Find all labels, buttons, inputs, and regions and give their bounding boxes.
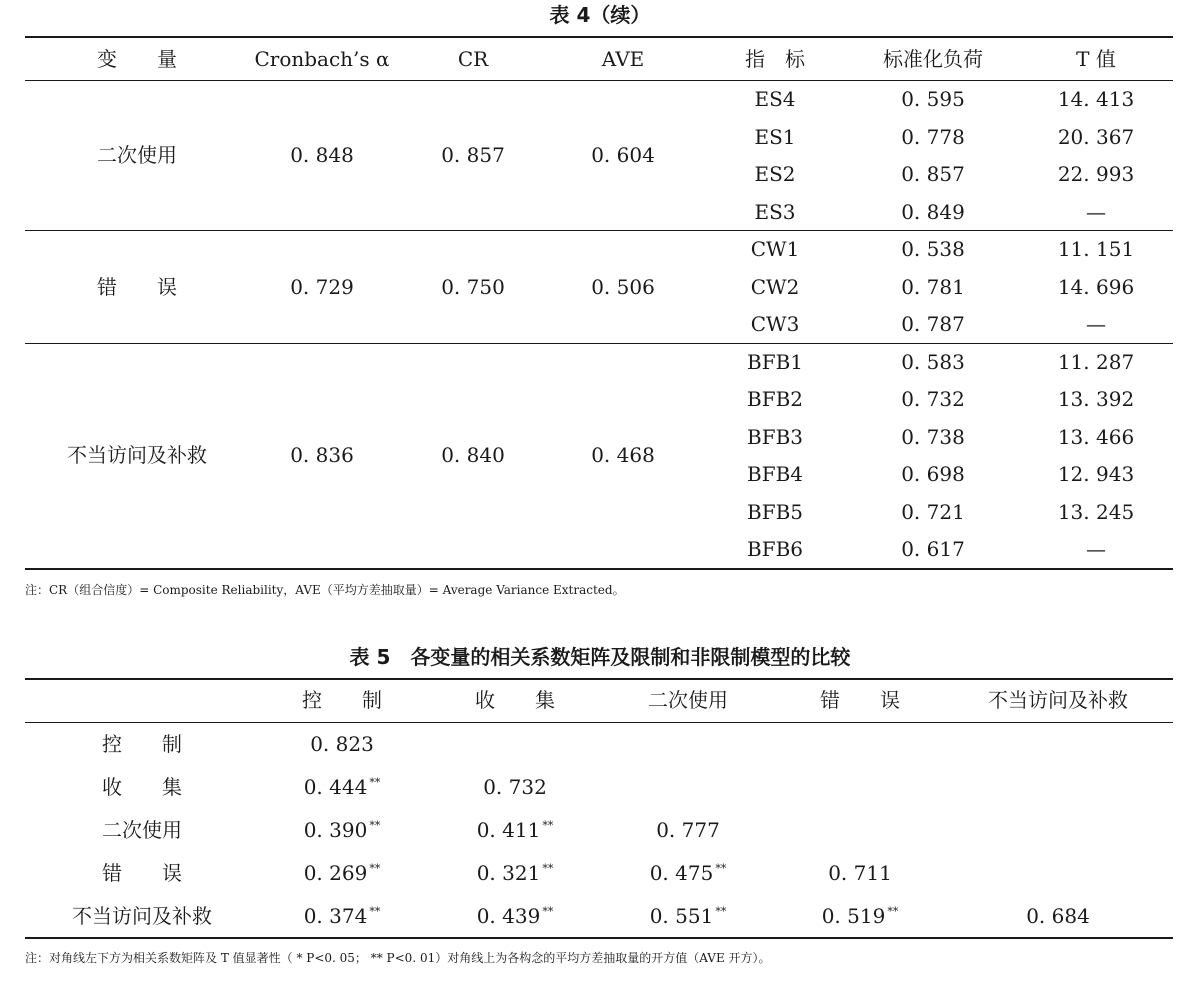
row-label: 控 制: [102, 732, 182, 756]
correlation-value: 0. 475 **: [649, 861, 727, 885]
correlation-value: 0. 777: [656, 818, 720, 842]
row-label: 不当访问及补救: [72, 904, 212, 928]
row-label: 错 误: [102, 861, 182, 885]
t-value: —: [1086, 537, 1106, 561]
row-label: 二次使用: [102, 818, 182, 842]
table5-header-rule: [25, 722, 1173, 723]
significance-marker: **: [369, 862, 381, 876]
significance-marker: **: [369, 905, 381, 919]
indicator-name: ES1: [754, 124, 796, 149]
t-value: 20. 367: [1057, 124, 1135, 149]
variable-name: 二次使用: [97, 143, 177, 168]
table4-note: 注：CR（组合信度）= Composite Reliability，AVE（平均方差抽取量）= Average Variance Extracted。: [25, 583, 625, 597]
indicator-name: CW3: [750, 312, 800, 336]
table5-note: 注：对角线左下方为相关系数矩阵及 T 值显著性（ * P<0. 05； ** P<0. 01）对角线上为各构念的平均方差抽取量的开方值（AVE 开方）。: [25, 951, 771, 965]
table5-title: 表 5 各变量的相关系数矩阵及限制和非限制模型的比较: [349, 645, 851, 669]
correlation-value: 0. 269 **: [303, 861, 381, 885]
table4-group-rule-2: [25, 343, 1173, 344]
significance-marker: **: [542, 905, 554, 919]
variable-name: 错 误: [97, 274, 177, 299]
std-loading-value: 0. 698: [901, 462, 965, 486]
correlation-value: 0. 444 **: [303, 775, 381, 799]
indicator-name: BFB2: [747, 387, 803, 411]
correlation-value: 0. 823: [310, 732, 374, 756]
header-cronbach-alpha: Cronbach’s α: [254, 47, 390, 71]
correlation-value: 0. 321 **: [476, 861, 554, 885]
indicator-name: CW2: [750, 274, 800, 299]
t-value: 22. 993: [1057, 162, 1135, 186]
std-loading-value: 0. 732: [901, 387, 965, 411]
correlation-value: 0. 684: [1026, 904, 1090, 928]
correlation-value: 0. 411 **: [476, 818, 554, 842]
header-errors: 错 误: [820, 688, 900, 712]
cronbach-alpha-value: 0. 848: [290, 143, 354, 168]
cronbach-alpha-value: 0. 836: [290, 443, 354, 468]
correlation-value: 0. 390 **: [303, 818, 381, 842]
significance-marker: **: [369, 819, 381, 833]
correlation-value: 0. 439 **: [476, 904, 554, 928]
t-value: 13. 466: [1057, 424, 1135, 449]
significance-marker: **: [369, 776, 381, 790]
indicator-name: ES2: [754, 162, 796, 186]
std-loading-value: 0. 538: [901, 237, 965, 261]
t-value: 13. 245: [1057, 499, 1135, 524]
std-loading-value: 0. 738: [901, 424, 965, 449]
header-collection: 收 集: [475, 688, 555, 712]
std-loading-value: 0. 787: [901, 312, 965, 336]
header-indicator: 指 标: [745, 47, 805, 71]
header-variable: 变 量: [97, 47, 177, 71]
row-label: 收 集: [102, 775, 182, 799]
table5-bottom-rule: [25, 937, 1173, 939]
table4-top-rule: [25, 36, 1173, 38]
header-cr: CR: [457, 47, 489, 71]
t-value: 11. 151: [1057, 237, 1135, 261]
t-value: 14. 696: [1057, 274, 1135, 299]
header-ave: AVE: [601, 47, 645, 71]
std-loading-value: 0. 721: [901, 499, 965, 524]
header-improper-access: 不当访问及补救: [988, 688, 1128, 712]
correlation-value: 0. 519 **: [821, 904, 899, 928]
indicator-name: ES3: [754, 199, 796, 224]
header-control: 控 制: [302, 688, 382, 712]
t-value: 13. 392: [1057, 387, 1135, 411]
indicator-name: BFB1: [747, 349, 803, 374]
table4-title: 表 4（续）: [549, 3, 651, 27]
t-value: —: [1086, 312, 1106, 336]
ave-value: 0. 506: [591, 274, 655, 299]
significance-marker: **: [887, 905, 899, 919]
ave-value: 0. 468: [591, 443, 655, 468]
header-t-value: T 值: [1076, 47, 1116, 71]
significance-marker: **: [715, 862, 727, 876]
table4-bottom-rule: [25, 568, 1173, 570]
indicator-name: CW1: [750, 237, 800, 261]
table4-group-rule-1: [25, 230, 1173, 231]
header-std-loading: 标准化负荷: [883, 47, 983, 71]
significance-marker: **: [715, 905, 727, 919]
std-loading-value: 0. 583: [901, 349, 965, 374]
ave-value: 0. 604: [591, 143, 655, 168]
t-value: 12. 943: [1057, 462, 1135, 486]
header-secondary-use: 二次使用: [648, 688, 728, 712]
significance-marker: **: [542, 862, 554, 876]
std-loading-value: 0. 849: [901, 199, 965, 224]
cr-value: 0. 857: [441, 143, 505, 168]
correlation-value: 0. 374 **: [303, 904, 381, 928]
cr-value: 0. 840: [441, 443, 505, 468]
t-value: 11. 287: [1057, 349, 1135, 374]
correlation-value: 0. 711: [828, 861, 892, 885]
indicator-name: BFB4: [747, 462, 803, 486]
std-loading-value: 0. 617: [901, 537, 965, 561]
cr-value: 0. 750: [441, 274, 505, 299]
std-loading-value: 0. 781: [901, 274, 965, 299]
t-value: —: [1086, 199, 1106, 224]
indicator-name: BFB6: [747, 537, 803, 561]
correlation-value: 0. 732: [483, 775, 547, 799]
std-loading-value: 0. 595: [901, 87, 965, 111]
std-loading-value: 0. 778: [901, 124, 965, 149]
indicator-name: ES4: [754, 87, 796, 111]
significance-marker: **: [542, 819, 554, 833]
std-loading-value: 0. 857: [901, 162, 965, 186]
indicator-name: BFB3: [747, 424, 803, 449]
cronbach-alpha-value: 0. 729: [290, 274, 354, 299]
table5-top-rule: [25, 678, 1173, 680]
variable-name: 不当访问及补救: [67, 443, 207, 468]
table4-header-rule: [25, 80, 1173, 81]
indicator-name: BFB5: [747, 499, 803, 524]
correlation-value: 0. 551 **: [649, 904, 727, 928]
t-value: 14. 413: [1057, 87, 1135, 111]
